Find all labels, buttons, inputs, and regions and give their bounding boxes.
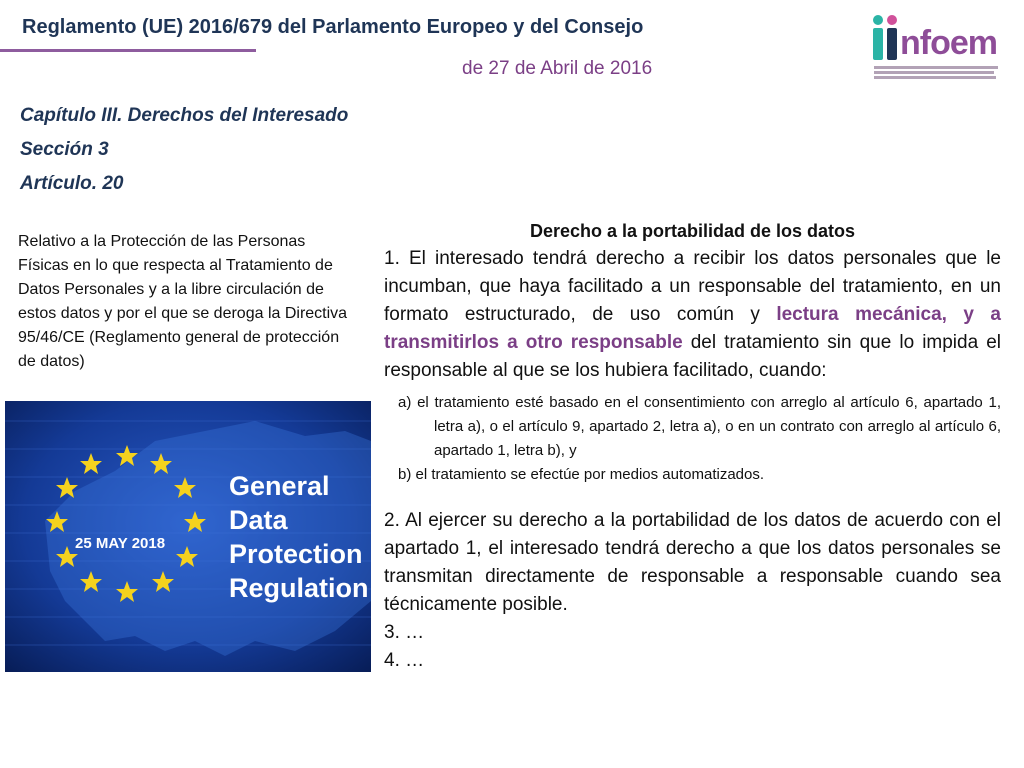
gdpr-word-general: General bbox=[229, 471, 330, 501]
gdpr-banner-image bbox=[5, 401, 371, 672]
article-content bbox=[384, 218, 1001, 675]
slide-title: Reglamento (UE) 2016/679 del Parlamento Europeo y del Consejo bbox=[22, 16, 644, 38]
paragraph-2: 2. Al ejercer su derecho a la portabilidad de los datos de acuerdo con el apartado 1, el interesado tendrá derecho a que los datos personales se transmitan directamente de responsable a responsable cuando sea técnicamente posible. bbox=[384, 510, 1001, 615]
section-heading: Sección 3 bbox=[20, 139, 109, 160]
logo-text: nfoem bbox=[900, 24, 997, 62]
logo-subtitle bbox=[874, 66, 998, 81]
gdpr-word-protection: Protection bbox=[229, 539, 363, 569]
gdpr-date-label: 25 MAY 2018 bbox=[75, 535, 166, 552]
chapter-heading: Capítulo III. Derechos del Interesado bbox=[20, 105, 349, 126]
gdpr-word-data: Data bbox=[229, 505, 288, 535]
list-item: b) el tratamiento se efectúe por medios automatizados. bbox=[398, 466, 765, 483]
article-heading: Artículo. 20 bbox=[20, 173, 124, 194]
regulation-description: Relativo a la Protección de las Personas Físicas en lo que respecta al Tratamiento de Datos Personales y a la libre circulación de estos datos y por el que se deroga la Directiva 95/46/CE (Reglamento general de protección de datos) bbox=[18, 233, 348, 370]
paragraph-3: 3. … bbox=[384, 622, 425, 643]
paragraph-1-highlight: lectura mecánica, y a transmitirlos a otro responsable bbox=[384, 304, 1001, 353]
paragraph-4: 4. … bbox=[384, 650, 425, 671]
article-title: Derecho a la portabilidad de los datos bbox=[529, 221, 856, 241]
paragraph-1 bbox=[384, 245, 1001, 385]
regulation-date: de 27 de Abril de 2016 bbox=[462, 58, 653, 79]
title-underline bbox=[0, 49, 256, 52]
paragraph-gap bbox=[384, 487, 1001, 507]
gdpr-word-regulation: Regulation bbox=[229, 573, 369, 603]
conditions-list bbox=[384, 391, 1001, 487]
document-meta bbox=[20, 99, 348, 201]
paragraph-1-text: 1. El interesado tendrá derecho a recibir los datos personales que le incumban, que haya facilitado a un responsable del tratamiento, en un formato estructurado, de uso común y bbox=[384, 248, 1001, 325]
infoem-logo bbox=[866, 14, 1000, 82]
paragraph-1-text-end: del tratamiento sin que lo impida el responsable al que se los hubiera facilitado, cuando: bbox=[384, 332, 1002, 381]
list-item: a) el tratamiento esté basado en el consentimiento con arreglo al artículo 6, apartado 1, letra a), o el artículo 9, apartado 2, letra a), o en un contrato con arreglo al artículo 6, apartado 1, letra b), y bbox=[398, 394, 1001, 459]
